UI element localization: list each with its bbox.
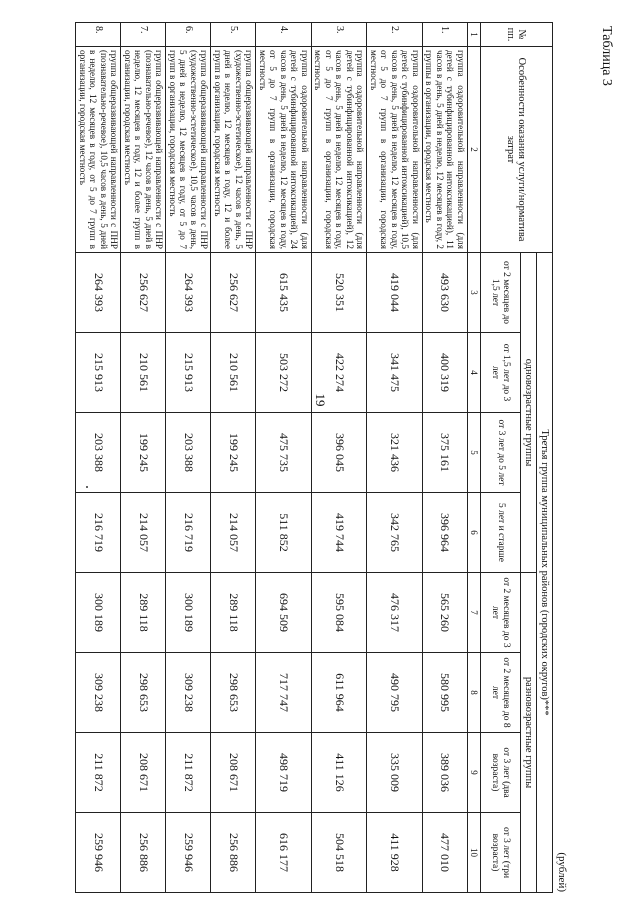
cost-value-cell: 203 388: [76, 413, 121, 493]
cost-value-cell: 503 272: [256, 333, 312, 413]
mixed-age-groups-header: разновозрастные группы: [521, 573, 537, 893]
row-description: группа общеразвивающей направленности с ПНР (познавательно-речевое), 12 часов в день, 5 дней в неделю, 12 месяцев в году, 12 и более групп в организации, городская местность: [121, 47, 166, 253]
cost-value-cell: 208 671: [121, 733, 166, 813]
cost-value-cell: 616 177: [256, 813, 312, 893]
column-header: от 2 месяцев до 1,5 лет: [481, 253, 521, 333]
cost-value-cell: 256 627: [211, 253, 256, 333]
cost-value-cell: 396 045: [312, 413, 368, 493]
cost-value-cell: 211 872: [76, 733, 121, 813]
row-description: группа оздоровительной направленности (для детей с тубинфицированной интоксикацией), 10,5 часов в день, 5 дней в неделю, 12 месяцев в году, от 5 до 7 групп в организации, городская местность: [367, 47, 423, 253]
cost-value-cell: 264 393: [166, 253, 211, 333]
cost-value-cell: 694 509: [256, 573, 312, 653]
cost-value-cell: 476 317: [367, 573, 423, 653]
cost-value-cell: 256 886: [211, 813, 256, 893]
cost-value-cell: 520 351: [312, 253, 368, 333]
row-number: 8.: [76, 23, 121, 47]
cost-value-cell: 565 260: [423, 573, 468, 653]
column-number: 2: [468, 47, 481, 253]
table-row: [256, 23, 312, 893]
cost-value-cell: 511 852: [256, 493, 312, 573]
cost-value-cell: 342 765: [367, 493, 423, 573]
column-header: от 3 лет до 5 лет: [481, 413, 521, 493]
cost-value-cell: 214 057: [121, 493, 166, 573]
cost-value-cell: 215 913: [166, 333, 211, 413]
cost-value-cell: 210 561: [121, 333, 166, 413]
table-row: [121, 23, 166, 893]
cost-value-cell: 216 719: [76, 493, 121, 573]
page-number: 19: [313, 393, 328, 407]
cost-value-cell: 335 009: [367, 733, 423, 813]
cost-value-cell: 389 036: [423, 733, 468, 813]
cost-value-cell: 214 057: [211, 493, 256, 573]
cost-value-cell: 615 435: [256, 253, 312, 333]
cost-value-cell: 211 872: [166, 733, 211, 813]
rotated-table-area: [78, 22, 568, 892]
cost-value-cell: 259 946: [166, 813, 211, 893]
cost-value-cell: 611 964: [312, 653, 368, 733]
column-number: 6: [468, 493, 481, 573]
cost-value-cell: 717 747: [256, 653, 312, 733]
cost-value-cell: 580 995: [423, 653, 468, 733]
cost-value-cell: 264 393: [76, 253, 121, 333]
row-number: 2.: [367, 23, 423, 47]
row-number: 6.: [166, 23, 211, 47]
column-header: от 1,5 лет до 3 лет: [481, 333, 521, 413]
cost-value-cell: 375 161: [423, 413, 468, 493]
cost-value-cell: 411 126: [312, 733, 368, 813]
no-header: № пп.: [481, 23, 553, 47]
row-number: 3.: [312, 23, 368, 47]
column-number: 9: [468, 733, 481, 813]
cost-value-cell: 298 653: [211, 653, 256, 733]
cost-value-cell: 259 946: [76, 813, 121, 893]
row-description: группа оздоровительной направленности (для детей с тубинфицированной интоксикацией), 12 часов в день, 5 дней в неделю, 12 месяцев в году, от 5 до 7 групп в организации, городская местность: [312, 47, 368, 253]
row-description: группа общеразвивающей направленности с ПНР (художественно-эстетическое), 10,5 часов в день, 5 дней в неделю, 12 месяцев в году, от 5 до 7 групп в организации, городская местность: [166, 47, 211, 253]
cost-value-cell: 309 238: [76, 653, 121, 733]
units-label: (рублей): [556, 852, 568, 892]
table-row: [76, 23, 121, 893]
cost-value-cell: 419 044: [367, 253, 423, 333]
cost-value-cell: 199 245: [211, 413, 256, 493]
cost-value-cell: 475 735: [256, 413, 312, 493]
column-header: от 3 лет (три возраста): [481, 813, 521, 893]
row-number: 5.: [211, 23, 256, 47]
cost-value-cell: 400 319: [423, 333, 468, 413]
column-header: от 2 месяцев до 8 лет: [481, 653, 521, 733]
cost-value-cell: 298 653: [121, 653, 166, 733]
column-number: 3: [468, 253, 481, 333]
row-description: группа общеразвивающей направленности с ПНР (познавательно-речевое), 10,5 часов в день, 5 дней в неделю, 12 месяцев в году, от 5 до 7 групп в организации, городская местность: [76, 47, 121, 253]
cost-value-cell: 203 388: [166, 413, 211, 493]
cost-value-cell: 216 719: [166, 493, 211, 573]
row-description: группа оздоровительной направленности (для детей с тубинфицированной интоксикацией), 24 часов в день, 5 дней в неделю, 12 месяцев в году, от 5 до 7 групп в организации, городская местность: [256, 47, 312, 253]
row-description: группа общеразвивающей направленности с ПНР (художественно-эстетическое), 12 часов в день, 5 дней в неделю, 12 месяцев в году, 12 и более групп в организации, городская местность: [211, 47, 256, 253]
cost-value-cell: 309 238: [166, 653, 211, 733]
name-header: Особенности оказания услуги/норматива затрат: [481, 47, 553, 253]
cost-value-cell: 341 475: [367, 333, 423, 413]
cost-value-cell: 215 913: [76, 333, 121, 413]
cost-value-cell: 504 518: [312, 813, 368, 893]
same-age-groups-header: одновозрастные группы: [521, 253, 537, 573]
row-number: 7.: [121, 23, 166, 47]
cost-value-cell: 256 886: [121, 813, 166, 893]
cost-value-cell: 411 928: [367, 813, 423, 893]
table-row: [423, 23, 468, 893]
table-row: [166, 23, 211, 893]
column-header: 5 лет и старше: [481, 493, 521, 573]
row-description: группа оздоровительной направленности (для детей с тубинфицированной интоксикацией), 11 часов в день, 5 дней в неделю, 12 месяцев в году, 2 группы в организации, городская местность: [423, 47, 468, 253]
column-number: 8: [468, 653, 481, 733]
column-number: 10: [468, 813, 481, 893]
cost-value-cell: 300 189: [76, 573, 121, 653]
cost-value-cell: 289 118: [211, 573, 256, 653]
cost-value-cell: 396 964: [423, 493, 468, 573]
table-row: [211, 23, 256, 893]
table-title: Таблица 3: [599, 26, 614, 86]
column-header: от 3 лет (два возраста): [481, 733, 521, 813]
cost-value-cell: 208 671: [211, 733, 256, 813]
cost-value-cell: 256 627: [121, 253, 166, 333]
table-row: [367, 23, 423, 893]
cost-value-cell: 595 084: [312, 573, 368, 653]
main-group-header: Третья группа муниципальных районов (городских округов)***: [537, 253, 553, 893]
cost-value-cell: 498 719: [256, 733, 312, 813]
cost-value-cell: 210 561: [211, 333, 256, 413]
cost-norms-table: [76, 22, 554, 893]
column-number: 7: [468, 573, 481, 653]
cost-value-cell: 490 795: [367, 653, 423, 733]
cost-value-cell: 321 436: [367, 413, 423, 493]
cost-value-cell: 289 118: [121, 573, 166, 653]
cost-value-cell: 199 245: [121, 413, 166, 493]
cost-value-cell: 493 630: [423, 253, 468, 333]
cost-value-cell: 422 274: [312, 333, 368, 413]
cost-value-cell: 300 189: [166, 573, 211, 653]
column-number: 5: [468, 413, 481, 493]
column-header: от 2 месяцев до 3 лет: [481, 573, 521, 653]
cost-value-cell: 419 744: [312, 493, 368, 573]
row-number: 4.: [256, 23, 312, 47]
column-number: 1: [468, 23, 481, 47]
cost-value-cell: 477 010: [423, 813, 468, 893]
row-number: 1.: [423, 23, 468, 47]
table-row: [312, 23, 368, 893]
column-number: 4: [468, 333, 481, 413]
